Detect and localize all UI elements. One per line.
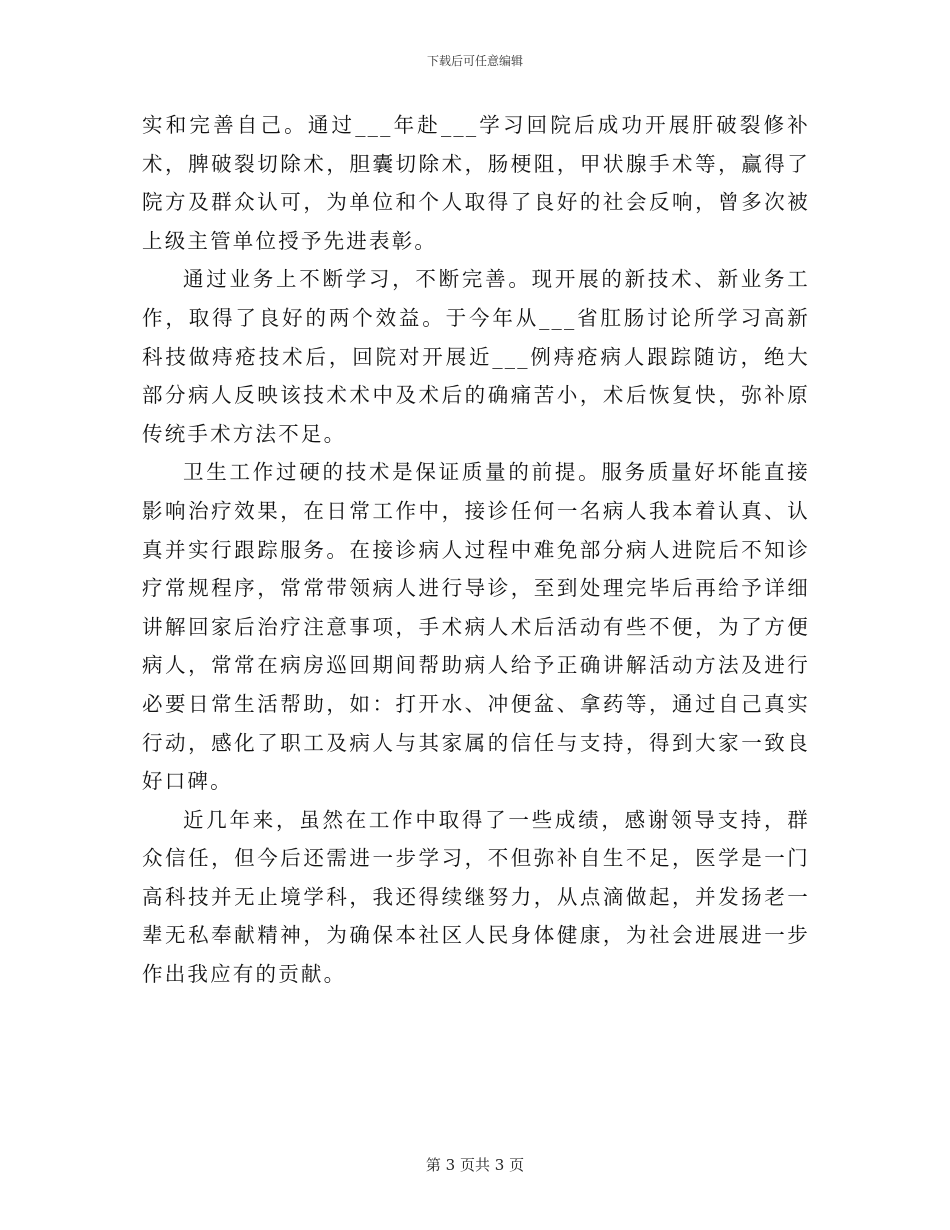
paragraph-conclusion: 近几年来，虽然在工作中取得了一些成绩，感谢领导支持，群众信任，但今后还需进一步学习，不但弥补自生不足，医学是一门高科技并无止境学科，我还得续继努力，从点滴做起，并发扬老一辈无私奉献精神，为确保本社区人民身体健康，为社会进展进一步作出我应有的贡献。 — [142, 807, 810, 987]
paragraph-service-quality: 卫生工作过硬的技术是保证质量的前提。服务质量好坏能直接影响治疗效果，在日常工作中，接诊任何一名病人我本着认真、认真并实行跟踪服务。在接诊病人过程中难免部分病人进院后不知诊疗常规程序，常常带领病人进行导诊，至到处理完毕后再给予详细讲解回家后治疗注意事项，手术病人术后活动有些不便，为了方便病人，常常在病房巡回期间帮助病人给予正确讲解活动方法及进行必要日常生活帮助，如：打开水、冲便盆、拿药等，通过自己真实行动，感化了职工及病人与其家属的信任与支持，得到大家一致良好口碑。 — [142, 460, 810, 794]
page-header-note: 下载后可任意编辑 — [426, 54, 523, 68]
paragraph-new-technology: 通过业务上不断学习，不断完善。现开展的新技术、新业务工作，取得了良好的两个效益。于今年从___省肛肠讨论所学习高新科技做痔疮技术后，回院对开展近___例痔疮病人跟踪随访，绝大部分病人反映该技术术中及术后的确痛苦小，术后恢复快，弥补原传统手术方法不足。 — [142, 267, 810, 446]
paragraph-continuation: 实和完善自己。通过___年赴___学习回院后成功开展肝破裂修补术，脾破裂切除术，胆囊切除术，肠梗阻，甲状腺手术等，赢得了院方及群众认可，为单位和个人取得了良好的社会反响，曾多次被上级主管单位授予先进表彰。 — [142, 113, 810, 253]
page-number: 第 3 页共 3 页 — [425, 1156, 525, 1174]
document-body — [142, 106, 810, 994]
